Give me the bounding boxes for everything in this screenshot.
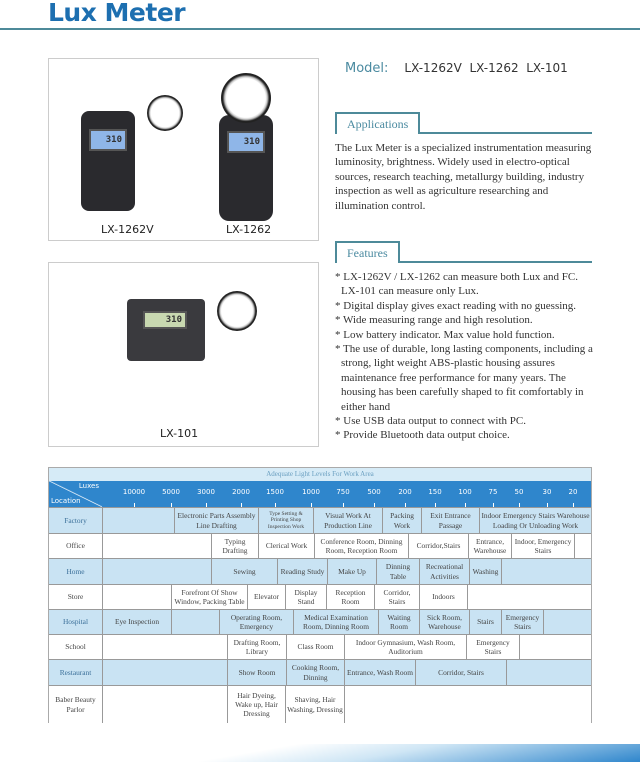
lux-tick-label: 3000 [197, 488, 215, 496]
lux-scale-header [49, 481, 591, 507]
area-cell: Operating Room, Emergency [219, 610, 293, 634]
light-sensor [217, 291, 257, 331]
table-row [49, 507, 591, 533]
features-list [335, 270, 597, 443]
meter-lx1262 [219, 115, 273, 221]
area-cell: Entrance, Wash Room [344, 660, 415, 685]
empty-cell [102, 660, 227, 685]
product-image-lx101 [48, 262, 319, 447]
area-cell: Eye Inspection [102, 610, 171, 634]
feature-item: * LX-1262V / LX-1262 can measure both Lux and FC. LX-101 can measure only Lux. [335, 271, 578, 298]
table-row [49, 659, 591, 685]
table-title: Adequate Light Levels For Work Area [49, 468, 591, 481]
area-cell: Make Up [327, 559, 376, 584]
area-cell: Class Room [286, 635, 344, 659]
caption-lx1262: LX-1262 [226, 223, 272, 236]
area-cell: Show Room [227, 660, 286, 685]
decorative-footer [0, 744, 640, 762]
lux-tick-label: 1500 [266, 488, 284, 496]
lux-tick-label: 1000 [302, 488, 320, 496]
table-row [49, 533, 591, 558]
lux-tick-label: 100 [458, 488, 472, 496]
lux-tick-label: 5000 [162, 488, 180, 496]
feature-item: * Digital display gives exact reading with no guessing. [335, 299, 577, 312]
area-cell: Type Setting & Printing Shop Inspection Work [258, 508, 313, 533]
table-row [49, 685, 591, 723]
location-cell: Baber Beauty Parlor [55, 695, 96, 714]
empty-cell [501, 559, 591, 584]
area-cell: Hair Dyeing, Wake up, Hair Dressing [227, 686, 285, 723]
area-cell: Reading Study [277, 559, 327, 584]
empty-cell [506, 660, 591, 685]
area-cell: Clerical Work [258, 534, 314, 558]
area-cell: Packing Work [382, 508, 421, 533]
empty-cell [543, 610, 591, 634]
area-cell: Electronic Parts Assembly Line Drafting [174, 508, 258, 533]
empty-cell [102, 534, 211, 558]
lux-tick-label: 500 [367, 488, 381, 496]
area-cell: Typing Drafting [211, 534, 258, 558]
product-image-lx1262v-lx1262 [48, 58, 319, 241]
empty-cell [102, 635, 227, 659]
area-cell: Indoor Gymnasium, Wash Room, Auditorium [344, 635, 466, 659]
lux-tick-label: 750 [336, 488, 350, 496]
area-cell: Reception Room [326, 585, 374, 609]
empty-cell [467, 585, 591, 609]
applications-heading [335, 112, 592, 134]
area-cell: Shaving, Hair Washing, Dressing [285, 686, 344, 723]
lux-tick-label: 30 [542, 488, 552, 496]
light-levels-table [48, 467, 592, 723]
location-cell: School [65, 642, 86, 652]
page-title: Lux Meter [48, 0, 186, 27]
area-cell: Corridor, Stairs [415, 660, 506, 685]
lux-tick-label: 150 [428, 488, 442, 496]
area-cell: Indoor, Emergency Stairs [511, 534, 574, 558]
location-cell: Factory [64, 515, 87, 525]
caption-lx1262v: LX-1262V [101, 223, 154, 236]
lux-tick-label: 10000 [122, 488, 146, 496]
area-cell: Visual Work At Production Line [313, 508, 382, 533]
area-cell: Sick Room, Warehouse [419, 610, 469, 634]
model-label: Model: [345, 61, 389, 76]
feature-item: * Use USB data output to connect with PC. [335, 415, 526, 428]
features-tab: Features [335, 241, 400, 263]
area-cell: Forefront Of Show Window, Packing Table [171, 585, 247, 609]
lux-tick-label: 75 [488, 488, 498, 496]
area-cell: Washing [469, 559, 501, 584]
feature-item: * The use of durable, long lasting components, including a strong, light weight ABS-plastic housing assures maintenance free performance for many years. The housing has been carefully shaped to fit comfortably in either hand [335, 343, 593, 413]
area-cell: Recreational Activities [419, 559, 469, 584]
area-cell: Elevator [247, 585, 285, 609]
area-cell: Dinning Table [376, 559, 419, 584]
area-cell: Exit Entrance Passage [421, 508, 479, 533]
area-cell: Drafting Room, Library [227, 635, 286, 659]
area-cell: Conference Room, Dinning Room, Reception Room [314, 534, 408, 558]
area-cell: Entrance, Warehouse [468, 534, 511, 558]
area-cell: Emergency Stairs [466, 635, 519, 659]
meter-lx101 [127, 299, 205, 361]
feature-item: * Low battery indicator. Max value hold function. [335, 328, 555, 341]
model-values: LX-1262V LX-1262 LX-101 [404, 61, 568, 75]
caption-lx101: LX-101 [160, 427, 199, 440]
area-cell: Indoor Emergency Stairs Warehouse Loading Or Unloading Work [479, 508, 591, 533]
empty-cell [102, 508, 174, 533]
table-row [49, 634, 591, 659]
lux-tick-label: 2000 [232, 488, 250, 496]
lux-tick-label: 20 [568, 488, 578, 496]
applications-text: The Lux Meter is a specialized instrumentation measuring luminosity, brightness. Widely used in electro-optical sources, research teaching, metallurgy building, industry inspection as well as agriculture researching and illumination control. [335, 142, 592, 212]
area-cell: Corridor, Stairs [374, 585, 419, 609]
area-cell: Indoors [419, 585, 467, 609]
features-heading [335, 241, 592, 263]
model-line [345, 61, 568, 76]
area-cell: Waiting Room [378, 610, 419, 634]
lux-tick-label: 200 [398, 488, 412, 496]
table-row [49, 584, 591, 609]
meter-display: 310 [227, 131, 265, 153]
empty-cell [102, 686, 227, 723]
applications-tab: Applications [335, 112, 420, 134]
area-cell: Medical Examination Room, Dinning Room [293, 610, 378, 634]
area-cell: Stairs [469, 610, 501, 634]
location-cell: Store [67, 592, 84, 602]
title-divider [0, 28, 640, 30]
corner-location-label: Location [51, 497, 81, 505]
feature-item: * Provide Bluetooth data output choice. [335, 429, 510, 442]
meter-display: 310 [89, 129, 127, 151]
area-cell: Sewing [211, 559, 277, 584]
empty-cell [102, 559, 211, 584]
area-cell: Emergency Stairs [501, 610, 543, 634]
location-cell: Office [66, 541, 85, 551]
empty-cell [171, 610, 219, 634]
area-cell: Display Stand [285, 585, 326, 609]
table-row [49, 558, 591, 584]
table-row [49, 609, 591, 634]
light-sensor [221, 73, 271, 123]
location-cell: Restaurant [59, 667, 92, 677]
location-cell: Hospital [62, 617, 89, 627]
area-cell: Corridor,Stairs [408, 534, 468, 558]
area-cell: Cooking Room, Dinning [286, 660, 344, 685]
lux-tick-label: 50 [514, 488, 524, 496]
meter-display: 310 [143, 311, 187, 329]
meter-lx1262v [81, 111, 135, 211]
feature-item: * Wide measuring range and high resolution. [335, 314, 533, 327]
light-sensor [147, 95, 183, 131]
empty-cell [519, 635, 591, 659]
empty-cell [102, 585, 171, 609]
location-cell: Home [66, 566, 85, 576]
corner-luxes-label: Luxes [78, 482, 99, 490]
empty-cell [344, 686, 591, 723]
empty-cell [574, 534, 591, 558]
